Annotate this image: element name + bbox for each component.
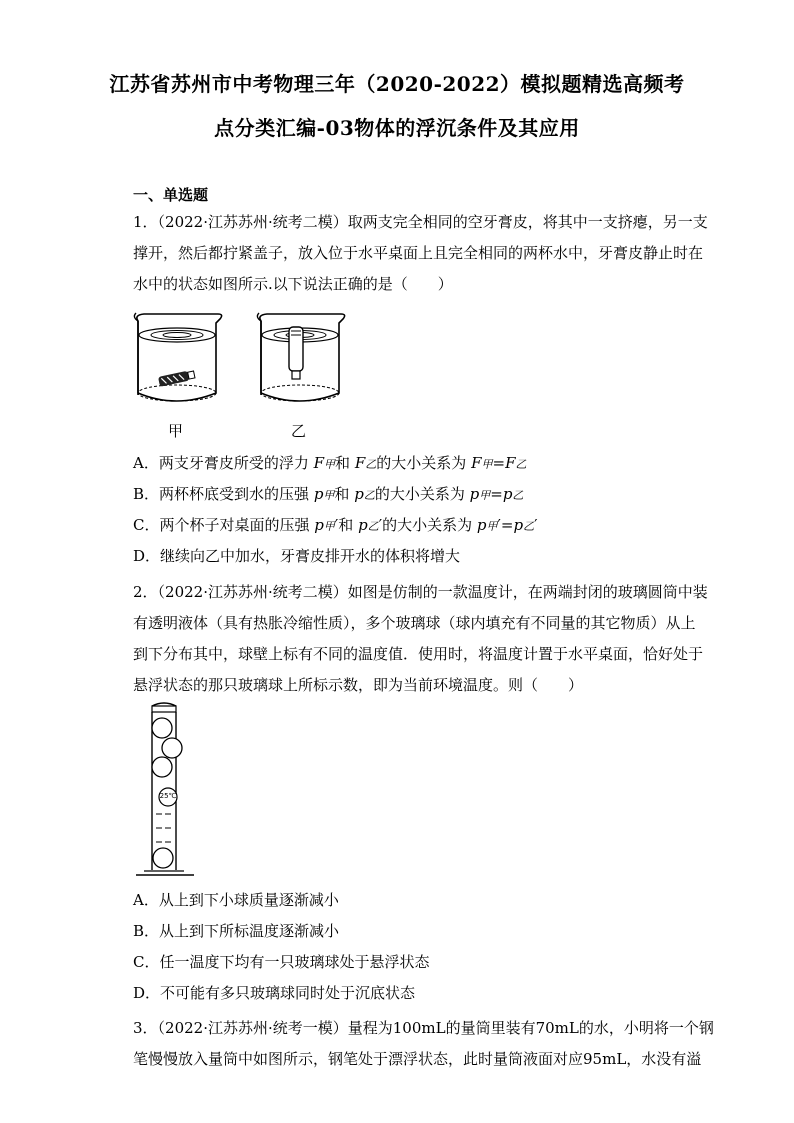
symbol-p: p bbox=[358, 516, 368, 534]
q1-option-d: D．继续向乙中加水，牙膏皮排开水的体积将增大 bbox=[133, 547, 461, 565]
subscript: 乙 bbox=[367, 520, 379, 533]
subscript: 乙 bbox=[523, 520, 535, 533]
subscript: 甲 bbox=[481, 458, 493, 471]
symbol-p: p bbox=[476, 516, 487, 534]
q2-option-c: C．任一温度下均有一只玻璃球处于悬浮状态 bbox=[133, 953, 430, 971]
equals-sign: = bbox=[492, 454, 506, 472]
symbol-f: F bbox=[505, 454, 516, 472]
q1-option-a bbox=[133, 452, 526, 473]
q2-line-3: 到下分布其中，球壁上标有不同的温度值．使用时，将温度计置于水平桌面，恰好处于 bbox=[133, 645, 704, 663]
subscript: 甲 bbox=[486, 520, 498, 533]
symbol-f: F bbox=[313, 454, 325, 472]
subscript: 乙 bbox=[512, 489, 524, 502]
question-3-stem bbox=[133, 1013, 714, 1075]
q2-option-a: A．从上到下小球质量逐渐减小 bbox=[133, 891, 339, 909]
q2-option-b: B．从上到下所标温度逐渐减小 bbox=[133, 922, 340, 940]
connector-text: 和 bbox=[338, 516, 354, 534]
subscript: 甲 bbox=[324, 458, 336, 471]
q1-option-c-text: C．两个杯子对桌面的压强 bbox=[133, 516, 310, 534]
symbol-f: F bbox=[354, 454, 366, 472]
symbol-p: p bbox=[469, 485, 480, 503]
q3-line-1: 3．（2022·江苏苏州·统考一模）量程为100mL的量筒里装有70mL的水，小明将一个钢 bbox=[133, 1019, 714, 1037]
symbol-p: p bbox=[313, 485, 324, 503]
equals-sign: = bbox=[500, 516, 514, 534]
question-2-stem bbox=[133, 577, 708, 701]
section-heading: 一、单选题 bbox=[133, 186, 209, 204]
symbol-p: p bbox=[502, 485, 513, 503]
subscript: 乙 bbox=[363, 489, 375, 502]
q1-line-1: 1．（2022·江苏苏州·统考二模）取两支完全相同的空牙膏皮，将其中一支挤瘪，另一支 bbox=[133, 213, 708, 231]
q1-option-a-text: A．两支牙膏皮所受的浮力 bbox=[133, 454, 309, 472]
connector-text: 和 bbox=[334, 485, 350, 503]
connector-text: 的大小关系为 bbox=[376, 454, 467, 472]
symbol-p: p bbox=[314, 516, 324, 534]
ball-temperature-label: 25℃ bbox=[159, 792, 177, 800]
equals-sign: = bbox=[490, 485, 503, 503]
prime-mark: ′ bbox=[534, 516, 538, 534]
subscript: 乙 bbox=[365, 458, 377, 471]
prime-mark: ′ bbox=[378, 516, 383, 534]
q1-line-2: 撑开，然后都拧紧盖子，放入位于水平桌面上且完全相同的两杯水中，牙膏皮静止时在 bbox=[133, 244, 704, 262]
connector-text: 的大小关系为 bbox=[374, 485, 465, 503]
thermometer-figure bbox=[136, 700, 196, 880]
figure-label-jia: 甲 bbox=[168, 422, 184, 440]
connector-text: 和 bbox=[335, 454, 351, 472]
symbol-p: p bbox=[513, 516, 524, 534]
document-title-line-1: 江苏省苏州市中考物理三年（2020-2022）模拟题精选高频考 bbox=[109, 72, 685, 96]
symbol-f: F bbox=[471, 454, 482, 472]
q2-line-2: 有透明液体（具有热胀冷缩性质），多个玻璃球（球内填充有不同量的其它物质）从上 bbox=[133, 614, 696, 632]
subscript: 甲 bbox=[323, 489, 335, 502]
q3-line-2: 笔慢慢放入量筒中如图所示，钢笔处于漂浮状态，此时量筒液面对应95mL，水没有溢 bbox=[133, 1050, 702, 1068]
prime-mark: ′ bbox=[497, 516, 501, 534]
q1-line-3: 水中的状态如图所示.以下说法正确的是（ ） bbox=[133, 275, 453, 293]
subscript: 甲 bbox=[323, 520, 335, 533]
q1-option-b bbox=[133, 483, 523, 504]
prime-mark: ′ bbox=[334, 516, 339, 534]
subscript: 乙 bbox=[515, 458, 527, 471]
beaker-figure-yi bbox=[253, 305, 353, 415]
q2-option-d: D．不可能有多只玻璃球同时处于沉底状态 bbox=[133, 984, 416, 1002]
q1-option-c bbox=[133, 514, 538, 535]
question-1-stem bbox=[133, 207, 708, 300]
symbol-p: p bbox=[354, 485, 364, 503]
subscript: 甲 bbox=[479, 489, 491, 502]
figure-label-yi: 乙 bbox=[291, 422, 307, 440]
document-title-line-2: 点分类汇编-03物体的浮沉条件及其应用 bbox=[214, 116, 580, 140]
q2-line-1: 2．（2022·江苏苏州·统考二模）如图是仿制的一款温度计，在两端封闭的玻璃圆筒中装 bbox=[133, 583, 708, 601]
q1-option-b-text: B．两杯杯底受到水的压强 bbox=[133, 485, 310, 503]
connector-text: 的大小关系为 bbox=[382, 516, 473, 534]
q2-line-4: 悬浮状态的那只玻璃球上所标示数，即为当前环境温度。则（ ） bbox=[133, 676, 584, 694]
